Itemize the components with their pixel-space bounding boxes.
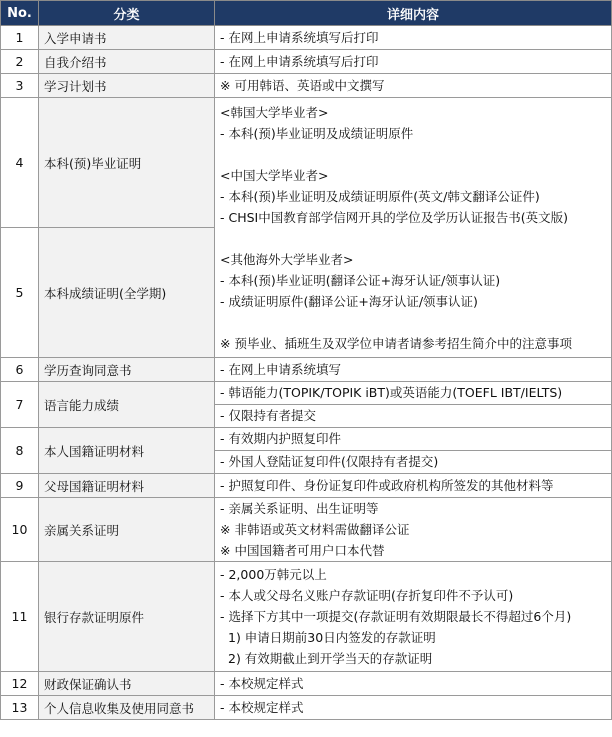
- table-row: [1, 382, 612, 428]
- detail-line: - 亲属关系证明、出生证明等: [220, 501, 379, 516]
- row-detail: [215, 474, 612, 498]
- row-category: 亲属关系证明: [39, 498, 215, 562]
- detail-line: ※ 预毕业、插班生及双学位申请者请参考招生简介中的注意事项: [220, 335, 572, 351]
- row-detail: [215, 562, 612, 672]
- detail-line: - 本科(预)毕业证明及成绩证明原件(英文/韩文翻译公证件): [220, 188, 540, 204]
- row-detail: [215, 74, 612, 98]
- row-detail: [215, 358, 612, 382]
- row-category: 银行存款证明原件: [39, 562, 215, 672]
- detail-line: - 仅限持有者提交: [220, 408, 316, 423]
- table-row: [1, 358, 612, 382]
- merged-detail-graduation: [215, 98, 612, 358]
- row-detail: [215, 498, 612, 562]
- table-row: [1, 428, 612, 474]
- row-category: 财政保证确认书: [39, 672, 215, 696]
- detail-line: - 外国人登陆证复印件(仅限持有者提交): [220, 454, 439, 469]
- detail-line: - 2,000万韩元以上: [220, 567, 327, 582]
- row-category: 本人国籍证明材料: [39, 428, 215, 474]
- table-header-row: [1, 1, 612, 26]
- row-number: 4: [1, 98, 39, 228]
- row-number: 9: [1, 474, 39, 498]
- detail-line: - 在网上申请系统填写后打印: [220, 30, 379, 45]
- row-category: 本科成绩证明(全学期): [39, 228, 215, 358]
- row-number: 1: [1, 26, 39, 50]
- detail-line: ※ 非韩语或英文材料需做翻译公证: [220, 522, 410, 537]
- row-category: 入学申请书: [39, 26, 215, 50]
- detail-line: - 本科(预)毕业证明(翻译公证+海牙认证/领事认证): [220, 272, 501, 288]
- header-category: 分类: [39, 1, 215, 26]
- detail-line: - 在网上申请系统填写后打印: [220, 54, 379, 69]
- row-number: 5: [1, 228, 39, 358]
- row-number: 8: [1, 428, 39, 474]
- row-detail: [215, 50, 612, 74]
- row-number: 12: [1, 672, 39, 696]
- header-no: No.: [1, 1, 39, 26]
- row-detail: [215, 428, 612, 474]
- row-detail: [215, 26, 612, 50]
- row-detail: [215, 696, 612, 720]
- row-detail: [215, 382, 612, 428]
- table-row: [1, 50, 612, 74]
- detail-line: 2) 有效期截止到开学当天的存款证明: [228, 651, 433, 666]
- row-category: 本科(预)毕业证明: [39, 98, 215, 228]
- row-category: 学历查询同意书: [39, 358, 215, 382]
- table-row: [1, 562, 612, 672]
- row-number: 13: [1, 696, 39, 720]
- detail-line: - 本校规定样式: [220, 676, 304, 691]
- detail-line: - 护照复印件、身份证复印件或政府机构所签发的其他材料等: [220, 478, 554, 493]
- table-row: [1, 26, 612, 50]
- detail-line: - 本人或父母名义账户存款证明(存折复印件不予认可): [220, 588, 514, 603]
- table-row: [1, 98, 612, 228]
- row-category: 自我介绍书: [39, 50, 215, 74]
- row-number: 3: [1, 74, 39, 98]
- row-category: 语言能力成绩: [39, 382, 215, 428]
- detail-line: - 本科(预)毕业证明及成绩证明原件: [220, 125, 414, 141]
- row-number: 7: [1, 382, 39, 428]
- detail-line: - 选择下方其中一项提交(存款证明有效期限最长不得超过6个月): [220, 609, 572, 624]
- detail-line: 1) 申请日期前30日内签发的存款证明: [228, 630, 436, 645]
- detail-line: - 在网上申请系统填写: [220, 362, 341, 377]
- detail-line: ※ 可用韩语、英语或中文撰写: [220, 78, 385, 93]
- table-row: [1, 672, 612, 696]
- row-category: 学习计划书: [39, 74, 215, 98]
- row-detail: [215, 672, 612, 696]
- detail-line: - 有效期内护照复印件: [220, 431, 341, 446]
- row-category: 个人信息收集及使用同意书: [39, 696, 215, 720]
- detail-line: <其他海外大学毕业者>: [220, 251, 354, 267]
- table-row: [1, 74, 612, 98]
- detail-line: <中国大学毕业者>: [220, 167, 329, 183]
- row-number: 2: [1, 50, 39, 74]
- row-number: 11: [1, 562, 39, 672]
- row-number: 10: [1, 498, 39, 562]
- detail-line: - 成绩证明原件(翻译公证+海牙认证/领事认证): [220, 293, 478, 309]
- row-category: 父母国籍证明材料: [39, 474, 215, 498]
- row-number: 6: [1, 358, 39, 382]
- detail-line: - 本校规定样式: [220, 700, 304, 715]
- detail-line: ※ 中国国籍者可用户口本代替: [220, 543, 385, 558]
- table-row: [1, 498, 612, 562]
- header-detail: 详细内容: [215, 1, 612, 26]
- table-row: [1, 696, 612, 720]
- detail-line: - CHSI中国教育部学信网开具的学位及学历认证报告书(英文版): [220, 209, 568, 225]
- detail-line: - 韩语能力(TOPIK/TOPIK iBT)或英语能力(TOEFL IBT/IELTS): [220, 385, 563, 400]
- table-row: [1, 474, 612, 498]
- detail-line: <韩国大学毕业者>: [220, 104, 329, 120]
